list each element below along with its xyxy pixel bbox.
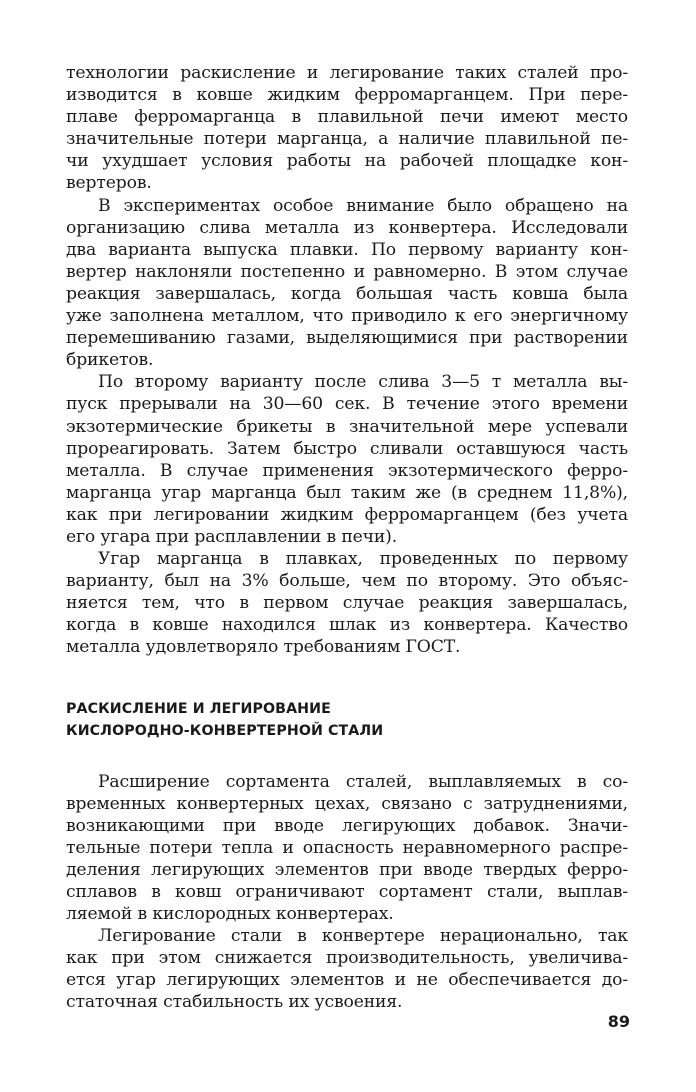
text-line: сплавов в ковш ограничивают сортамент стали, выплав-: [66, 882, 628, 902]
text-line: ется угар легирующих элементов и не обеспечивается до-: [66, 970, 628, 991]
text-line: организацию слива металла из конвертера. Исследовали: [66, 217, 628, 238]
text-line: пуск прерывали на 30—60 сек. В течение этого времени: [66, 394, 628, 415]
text-line: Легирование стали в конвертере нерационально, так: [98, 926, 628, 947]
paragraph-3: [66, 371, 628, 548]
text-line: деления легирующих элементов при вводе твердых ферро-: [66, 859, 628, 880]
text-line: временных конвертерных цехах, связано с затруднениями,: [66, 793, 628, 814]
text-line: уже заполнена металлом, что приводило к его энергичному: [66, 306, 628, 327]
paragraph-1: [66, 62, 628, 195]
text-line: ляемой в кислородных конвертерах.: [66, 904, 394, 925]
text-line: вертер наклоняли постепенно и равномерно. В этом случае: [66, 261, 628, 282]
text-line: когда в ковше находился шлак из конвертера. Качество: [66, 615, 628, 636]
section-heading-line: РАСКИСЛЕНИЕ И ЛЕГИРОВАНИЕ: [66, 700, 331, 717]
paragraph-4: [66, 548, 628, 658]
text-line: брикетов.: [66, 350, 154, 371]
paragraph-2: [66, 195, 628, 372]
text-line: плаве ферромарганца в плавильной печи имеют место: [66, 107, 628, 128]
book-page: [66, 62, 628, 1014]
text-line: технологии раскисление и легирование таких сталей про-: [66, 63, 628, 83]
section-heading-line: КИСЛОРОДНО-КОНВЕРТЕРНОЙ СТАЛИ: [66, 722, 384, 739]
text-line: Угар марганца в плавках, проведенных по первому: [98, 549, 628, 570]
page-number: 89: [607, 1012, 630, 1031]
text-line: металла. В случае применения экзотермического ферро-: [66, 460, 628, 481]
text-line: прореагировать. Затем быстро сливали оставшуюся часть: [66, 438, 628, 459]
section-paragraph-1: [66, 771, 628, 926]
text-line: реакция завершалась, когда большая часть ковша была: [66, 283, 628, 304]
section-body: [66, 771, 628, 1014]
text-line: вертеров.: [66, 173, 152, 194]
text-line: экзотермические брикеты в значительной мере успевали: [66, 416, 628, 437]
text-line: его угара при расплавлении в печи).: [66, 526, 398, 547]
text-line: перемешиванию газами, выделяющимися при растворении: [66, 328, 628, 349]
body-text-top: [66, 62, 628, 659]
text-line: изводится в ковше жидким ферромарганцем. При пере-: [66, 85, 628, 106]
text-line: два варианта выпуска плавки. По первому варианту кон-: [66, 239, 628, 260]
text-line: няется тем, что в первом случае реакция завершалась,: [66, 593, 628, 614]
text-line: возникающими при вводе легирующих добавок. Значи-: [66, 815, 628, 836]
text-line: значительные потери марганца, а наличие плавильной пе-: [66, 129, 628, 150]
text-line: Расширение сортамента сталей, выплавляемых в со-: [98, 771, 628, 792]
text-line: статочная стабильность их усвоения.: [66, 992, 403, 1013]
text-line: как при этом снижается производительность, увеличива-: [66, 948, 628, 969]
text-line: как при легировании жидким ферромарганцем (без учета: [66, 504, 628, 525]
section-heading: [66, 698, 628, 742]
text-line: чи ухудшает условия работы на рабочей площадке кон-: [66, 151, 628, 172]
section-paragraph-2: [66, 925, 628, 1013]
text-line: В экспериментах особое внимание было обращено на: [98, 195, 628, 216]
text-line: По второму варианту после слива 3—5 т металла вы-: [98, 372, 628, 393]
text-line: металла удовлетворяло требованиям ГОСТ.: [66, 637, 461, 658]
text-line: варианту, был на 3% больше, чем по второму. Это объяс-: [66, 571, 628, 592]
text-line: тельные потери тепла и опасность неравномерного распре-: [66, 837, 628, 858]
text-line: марганца угар марганца был таким же (в среднем 11,8%),: [66, 482, 628, 503]
